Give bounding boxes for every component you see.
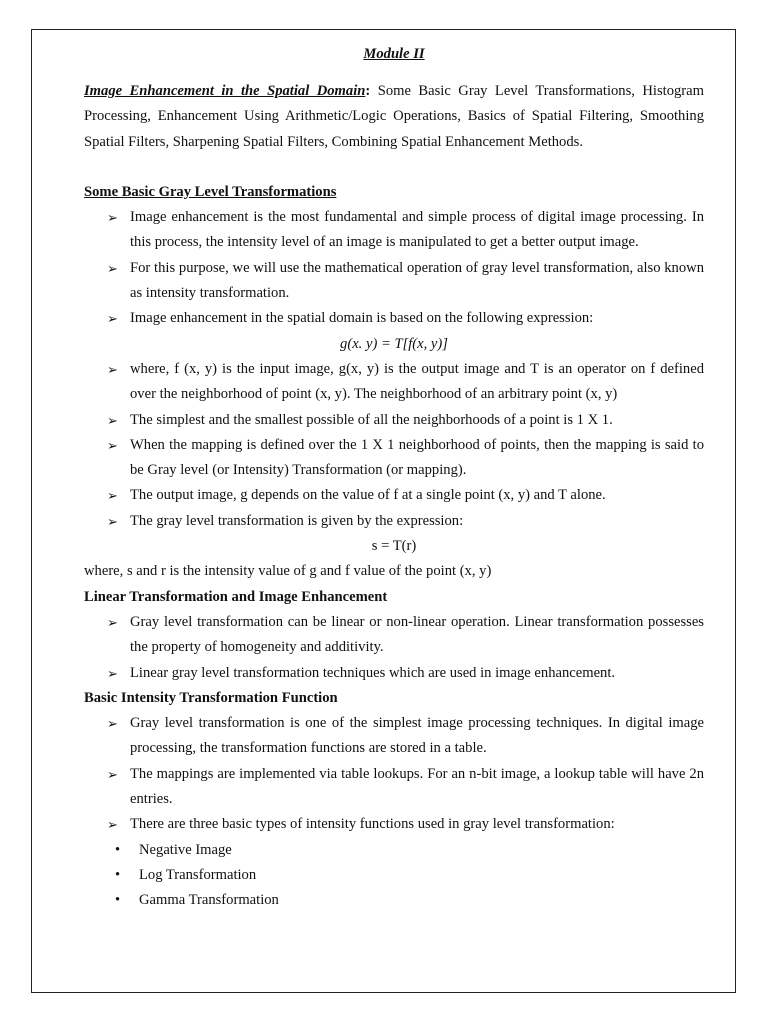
list-item: ➢ Image enhancement in the spatial domain is based on the following expression:: [130, 306, 704, 331]
list-item: ➢ The mappings are implemented via table lookups. For an n-bit image, a lookup table will have 2n entries.: [130, 762, 704, 813]
arrow-bullet-icon: ➢: [107, 311, 118, 327]
arrow-bullet-icon: ➢: [107, 260, 118, 276]
bullet-list-section1-b: [84, 357, 704, 534]
bullet-list-section2: [84, 610, 704, 686]
list-item: ➢ Gray level transformation is one of the simplest image processing techniques. In digital image processing, the transformation functions are stored in a table.: [130, 711, 704, 762]
dot-bullet-icon: •: [115, 866, 121, 883]
equation-spatial-domain: g(x. y) = T[f(x, y)]: [340, 335, 448, 352]
intro-paragraph: [84, 79, 704, 155]
list-item: • Log Transformation: [139, 863, 704, 888]
list-item: ➢ For this purpose, we will use the mathematical operation of gray level transformation, also known as intensity transformation.: [130, 256, 704, 307]
list-item: ➢ where, f (x, y) is the input image, g(x, y) is the output image and T is an operator on f defined over the neighborhood of point (x, y). The neighborhood of an arbitrary point (x, y): [130, 357, 704, 408]
section-heading-basic-intensity: Basic Intensity Transformation Function: [84, 689, 338, 706]
arrow-bullet-icon: ➢: [107, 614, 118, 630]
arrow-bullet-icon: ➢: [107, 412, 118, 428]
arrow-bullet-icon: ➢: [107, 513, 118, 529]
module-title: Module II: [363, 46, 425, 62]
arrow-bullet-icon: ➢: [107, 437, 118, 453]
list-item: ➢ Gray level transformation can be linear or non-linear operation. Linear transformation possesses the property of homogeneity and additivity.: [130, 610, 704, 661]
intro-text: Some Basic Gray Level Transformations, Histogram Processing, Enhancement Using Arithmetic/Logic Operations, Basics of Spatial Filtering, Smoothing Spatial Filters, Sharpening Spatial Filters, Combining Spatial Enhancement Methods.: [84, 83, 704, 150]
dot-bullet-icon: •: [115, 892, 121, 909]
intro-heading: Image Enhancement in the Spatial Domain: [84, 83, 366, 99]
arrow-bullet-icon: ➢: [107, 361, 118, 377]
list-item: ➢ When the mapping is defined over the 1 X 1 neighborhood of points, then the mapping is said to be Gray level (or Intensity) Transformation (or mapping).: [130, 433, 704, 484]
list-item: ➢ Linear gray level transformation techniques which are used in image enhancement.: [130, 661, 704, 686]
list-item: • Gamma Transformation: [139, 888, 704, 913]
arrow-bullet-icon: ➢: [107, 665, 118, 681]
list-item: ➢ Image enhancement is the most fundamental and simple process of digital image processing. In this process, the intensity level of an image is manipulated to get a better output image.: [130, 205, 704, 256]
dot-bullet-icon: •: [115, 841, 121, 858]
arrow-bullet-icon: ➢: [107, 488, 118, 504]
intro-colon: :: [365, 83, 371, 99]
section-heading-basic-gray-level: Some Basic Gray Level Transformations: [84, 183, 337, 200]
list-item: ➢ The output image, g depends on the value of f at a single point (x, y) and T alone.: [130, 483, 704, 508]
arrow-bullet-icon: ➢: [107, 817, 118, 833]
equation-gray-level: s = T(r): [371, 538, 417, 555]
arrow-bullet-icon: ➢: [107, 210, 118, 226]
document-body: [84, 43, 704, 914]
intensity-function-types-list: [84, 838, 704, 914]
arrow-bullet-icon: ➢: [107, 766, 118, 782]
section-heading-linear-transformation: Linear Transformation and Image Enhancement: [84, 588, 388, 605]
bullet-list-section1-a: [84, 205, 704, 331]
list-item: ➢ The gray level transformation is given by the expression:: [130, 509, 704, 534]
where-line: where, s and r is the intensity value of g and f value of the point (x, y): [84, 563, 492, 580]
list-item: ➢ There are three basic types of intensity functions used in gray level transformation:: [130, 812, 704, 837]
list-item: ➢ The simplest and the smallest possible of all the neighborhoods of a point is 1 X 1.: [130, 408, 704, 433]
list-item: • Negative Image: [139, 838, 704, 863]
arrow-bullet-icon: ➢: [107, 716, 118, 732]
bullet-list-section3: [84, 711, 704, 837]
